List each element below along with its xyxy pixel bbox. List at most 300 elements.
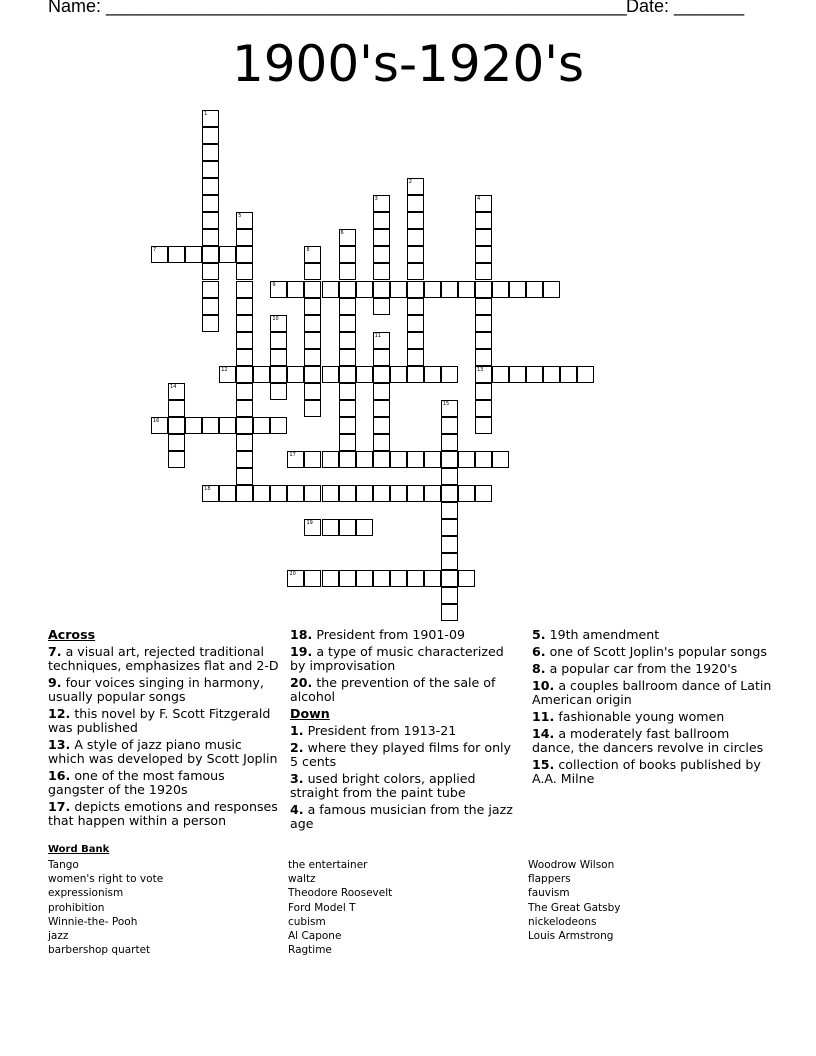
word-bank-item: prohibition	[48, 901, 105, 914]
crossword-cell[interactable]	[304, 349, 321, 366]
clue-text: one of the most famous gangster of the 1920s	[48, 768, 225, 797]
word-bank-item: The Great Gatsby	[528, 901, 621, 914]
word-bank-item: Woodrow Wilson	[528, 859, 615, 871]
crossword-cell[interactable]	[236, 246, 253, 263]
crossword-cell[interactable]	[253, 417, 270, 434]
across-clue-list	[48, 645, 280, 828]
crossword-cell[interactable]	[168, 417, 185, 434]
clue-number-label: 9.	[48, 675, 62, 690]
clue-number-label: 18.	[290, 627, 313, 642]
clue-number: 7	[153, 247, 157, 254]
crossword-cell[interactable]	[219, 246, 236, 263]
crossword-cell[interactable]	[236, 281, 253, 298]
word-bank-item: Ragtime	[288, 944, 332, 957]
date-field[interactable]: Date: _______	[626, 0, 745, 16]
puzzle-title: 1900's-1920's	[231, 35, 585, 93]
crossword-cell[interactable]	[304, 332, 321, 349]
crossword-cell[interactable]	[441, 553, 458, 570]
clue-item	[290, 676, 522, 704]
crossword-cell[interactable]	[202, 485, 219, 502]
clue-number-label: 6.	[532, 644, 546, 659]
crossword-cell[interactable]	[543, 281, 560, 298]
crossword-cell[interactable]	[202, 417, 219, 434]
crossword-cell[interactable]	[390, 281, 407, 298]
crossword-cell[interactable]	[356, 281, 373, 298]
crossword-cell[interactable]	[373, 366, 390, 383]
crossword-cell[interactable]	[339, 417, 356, 434]
crossword-cell[interactable]	[407, 195, 424, 212]
crossword-cell[interactable]	[475, 383, 492, 400]
clue-text: President from 1901-09	[312, 627, 465, 642]
crossword-cell[interactable]	[270, 281, 287, 298]
crossword-cell[interactable]	[475, 246, 492, 263]
crossword-cell[interactable]	[236, 468, 253, 485]
clue-text: collection of books published by A.A. Milne	[532, 757, 761, 786]
crossword-cell[interactable]	[151, 246, 168, 263]
crossword-cell[interactable]	[509, 281, 526, 298]
crossword-cell[interactable]	[270, 383, 287, 400]
crossword-cell[interactable]	[185, 417, 202, 434]
crossword-cell[interactable]	[373, 400, 390, 417]
crossword-cell[interactable]	[577, 366, 594, 383]
crossword-cell[interactable]	[339, 349, 356, 366]
crossword-cell[interactable]	[373, 229, 390, 246]
crossword-cell[interactable]	[322, 570, 339, 587]
crossword-cell[interactable]	[441, 281, 458, 298]
crossword-cell[interactable]	[475, 229, 492, 246]
clue-text: where they played films for only 5 cents	[290, 740, 512, 769]
crossword-cell[interactable]	[236, 434, 253, 451]
crossword-cell[interactable]	[424, 366, 441, 383]
crossword-cell[interactable]	[339, 281, 356, 298]
clue-number-label: 20.	[290, 675, 313, 690]
crossword-cell[interactable]	[475, 451, 492, 468]
clue-number-label: 19.	[290, 644, 313, 659]
crossword-cell[interactable]	[236, 315, 253, 332]
clue-text: a couples ballroom dance of Latin American origin	[532, 678, 772, 707]
crossword-cell[interactable]	[168, 434, 185, 451]
crossword-cell[interactable]	[219, 417, 236, 434]
crossword-cell[interactable]	[475, 298, 492, 315]
crossword-cell[interactable]	[407, 570, 424, 587]
crossword-cell[interactable]	[356, 451, 373, 468]
crossword-cell[interactable]	[304, 400, 321, 417]
crossword-cell[interactable]	[270, 485, 287, 502]
crossword-cell[interactable]	[390, 485, 407, 502]
crossword-cell[interactable]	[168, 400, 185, 417]
name-field[interactable]: Name: ____________________________________________________	[48, 0, 627, 16]
clue-text: a visual art, rejected traditional techniques, emphasizes flat and 2-D	[48, 644, 279, 673]
clue-text: A style of jazz piano music which was developed by Scott Joplin	[48, 737, 278, 766]
word-bank-column-1	[48, 858, 163, 957]
word-bank-item: Ford Model T	[288, 901, 356, 914]
crossword-cell[interactable]	[475, 417, 492, 434]
clue-number: 17	[289, 452, 296, 458]
crossword-cell[interactable]	[339, 332, 356, 349]
clue-number-label: 16.	[48, 768, 71, 783]
crossword-cell[interactable]	[185, 246, 202, 263]
clue-item	[532, 628, 772, 642]
down-heading: Down	[290, 706, 330, 721]
crossword-cell[interactable]	[287, 570, 304, 587]
crossword-cell[interactable]	[407, 315, 424, 332]
crossword-cell[interactable]	[407, 332, 424, 349]
crossword-cell[interactable]	[458, 451, 475, 468]
crossword-cell[interactable]	[526, 281, 543, 298]
crossword-cell[interactable]	[441, 570, 458, 587]
crossword-cell[interactable]	[304, 263, 321, 280]
crossword-cell[interactable]	[236, 229, 253, 246]
crossword-cell[interactable]	[407, 246, 424, 263]
crossword-cell[interactable]	[424, 570, 441, 587]
crossword-cell[interactable]	[356, 485, 373, 502]
clue-text: a popular car from the 1920's	[545, 661, 738, 676]
crossword-cell[interactable]	[202, 161, 219, 178]
crossword-cell[interactable]	[458, 570, 475, 587]
crossword-cell[interactable]	[304, 281, 321, 298]
clue-number-label: 2.	[290, 740, 304, 755]
crossword-cell[interactable]	[475, 349, 492, 366]
clue-item	[48, 738, 280, 766]
crossword-cell[interactable]	[441, 400, 458, 417]
crossword-cell[interactable]	[202, 127, 219, 144]
crossword-cell[interactable]	[441, 485, 458, 502]
crossword-cell[interactable]	[339, 451, 356, 468]
crossword-cell[interactable]	[339, 298, 356, 315]
clue-number-label: 5.	[532, 627, 546, 642]
clue-number-label: 14.	[532, 726, 555, 741]
crossword-cell[interactable]	[339, 315, 356, 332]
crossword-cell[interactable]	[304, 519, 321, 536]
crossword-cell[interactable]	[270, 417, 287, 434]
crossword-cell[interactable]	[356, 366, 373, 383]
word-bank-item: Louis Armstrong	[528, 930, 614, 943]
crossword-cell[interactable]	[475, 263, 492, 280]
crossword-cell[interactable]	[441, 604, 458, 621]
crossword-cell[interactable]	[287, 451, 304, 468]
crossword-cell[interactable]	[407, 451, 424, 468]
crossword-cell[interactable]	[304, 298, 321, 315]
crossword-cell[interactable]	[236, 417, 253, 434]
crossword-cell[interactable]	[407, 263, 424, 280]
word-bank-item: jazz	[48, 930, 69, 943]
crossword-cell[interactable]	[390, 451, 407, 468]
crossword-cell[interactable]	[236, 383, 253, 400]
crossword-cell[interactable]	[373, 434, 390, 451]
word-bank-item: barbershop quartet	[48, 944, 151, 957]
word-bank-column-2	[288, 858, 392, 957]
crossword-cell[interactable]	[219, 485, 236, 502]
clue-text: four voices singing in harmony, usually popular songs	[48, 675, 264, 704]
crossword-cell[interactable]	[339, 485, 356, 502]
crossword-cell[interactable]	[304, 451, 321, 468]
crossword-cell[interactable]	[441, 468, 458, 485]
clue-number: 10	[272, 315, 279, 322]
word-bank-item: Winnie-the- Pooh	[48, 915, 138, 928]
crossword-cell[interactable]	[202, 144, 219, 161]
crossword-cell[interactable]	[236, 298, 253, 315]
crossword-cell[interactable]	[407, 212, 424, 229]
clue-item	[290, 628, 522, 642]
crossword-cell[interactable]	[202, 110, 219, 127]
clue-number: 19	[306, 520, 313, 527]
clue-number-label: 11.	[532, 709, 555, 724]
crossword-cell[interactable]	[322, 281, 339, 298]
crossword-cell[interactable]	[373, 281, 390, 298]
crossword-cell[interactable]	[475, 315, 492, 332]
word-bank-item: flappers	[528, 873, 571, 886]
crossword-cell[interactable]	[236, 263, 253, 280]
crossword-cell[interactable]	[373, 212, 390, 229]
word-bank-item: fauvism	[528, 887, 570, 900]
crossword-cell[interactable]	[339, 570, 356, 587]
crossword-cell[interactable]	[407, 298, 424, 315]
crossword-cell[interactable]	[441, 366, 458, 383]
clue-number: 11	[374, 332, 382, 339]
word-bank-column-3	[528, 858, 620, 943]
clue-number-label: 1.	[290, 723, 304, 738]
crossword-cell[interactable]	[304, 485, 321, 502]
clue-number-label: 4.	[290, 802, 304, 817]
word-bank-heading: Word Bank	[48, 844, 110, 855]
clue-number: 5	[238, 213, 242, 220]
across-heading: Across	[48, 627, 96, 642]
clue-item	[48, 676, 280, 704]
clue-item	[532, 758, 772, 786]
crossword-cell[interactable]	[270, 332, 287, 349]
crossword-cell[interactable]	[407, 178, 424, 195]
down-clue-list	[290, 724, 522, 831]
clue-number: 18	[204, 486, 211, 493]
crossword-cell[interactable]	[322, 366, 339, 383]
crossword-cell[interactable]	[202, 315, 219, 332]
crossword-cell[interactable]	[236, 451, 253, 468]
clues-column-3	[532, 628, 772, 789]
clue-item	[532, 727, 772, 755]
clue-number: 1	[204, 111, 208, 117]
crossword-cell[interactable]	[373, 246, 390, 263]
crossword-cell[interactable]	[253, 366, 270, 383]
crossword-cell[interactable]	[373, 332, 390, 349]
crossword-cell[interactable]	[475, 366, 492, 383]
crossword-cell[interactable]	[202, 229, 219, 246]
crossword-cell[interactable]	[236, 332, 253, 349]
crossword-cell[interactable]	[407, 485, 424, 502]
crossword-cell[interactable]	[475, 281, 492, 298]
clue-text: a famous musician from the jazz age	[290, 802, 513, 831]
crossword-cell[interactable]	[339, 434, 356, 451]
crossword-cell[interactable]	[304, 570, 321, 587]
crossword-cell[interactable]	[339, 400, 356, 417]
crossword-cell[interactable]	[304, 315, 321, 332]
clue-number: 15	[442, 400, 450, 407]
clue-number-label: 8.	[532, 661, 546, 676]
crossword-cell[interactable]	[441, 502, 458, 519]
crossword-cell[interactable]	[475, 212, 492, 229]
crossword-cell[interactable]	[407, 366, 424, 383]
crossword-cell[interactable]	[287, 485, 304, 502]
crossword-cell[interactable]	[373, 263, 390, 280]
crossword-cell[interactable]	[339, 246, 356, 263]
clue-text: used bright colors, applied straight from the paint tube	[290, 771, 476, 800]
crossword-cell[interactable]	[339, 383, 356, 400]
clue-text: one of Scott Joplin's popular songs	[545, 644, 767, 659]
crossword-cell[interactable]	[304, 246, 321, 263]
crossword-cell[interactable]	[287, 366, 304, 383]
crossword-cell[interactable]	[236, 366, 253, 383]
clue-number: 6	[340, 230, 344, 237]
crossword-cell[interactable]	[441, 434, 458, 451]
clue-item	[48, 769, 280, 797]
word-bank-item: Tango	[48, 859, 79, 871]
crossword-cell[interactable]	[202, 298, 219, 315]
crossword-cell[interactable]	[168, 383, 185, 400]
clues-column-2	[290, 628, 522, 834]
clue-text: the prevention of the sale of alcohol	[290, 675, 496, 704]
crossword-cell[interactable]	[202, 281, 219, 298]
word-bank-item: waltz	[288, 873, 316, 886]
crossword-cell[interactable]	[270, 315, 287, 332]
crossword-cell[interactable]	[253, 485, 270, 502]
crossword-cell[interactable]	[287, 281, 304, 298]
clue-number-label: 15.	[532, 757, 555, 772]
crossword-cell[interactable]	[168, 246, 185, 263]
crossword-cell[interactable]	[441, 451, 458, 468]
crossword-cell[interactable]	[202, 178, 219, 195]
crossword-cell[interactable]	[492, 366, 509, 383]
crossword-cell[interactable]	[441, 536, 458, 553]
crossword-cell[interactable]	[236, 485, 253, 502]
clue-number-label: 3.	[290, 771, 304, 786]
crossword-cell[interactable]	[373, 298, 390, 315]
crossword-cell[interactable]	[304, 383, 321, 400]
clue-number: 9	[272, 281, 276, 288]
crossword-cell[interactable]	[373, 383, 390, 400]
crossword-cell[interactable]	[322, 485, 339, 502]
clue-number: 4	[476, 196, 481, 203]
crossword-cell[interactable]	[202, 263, 219, 280]
word-bank-item: the entertainer	[288, 859, 368, 871]
crossword-cell[interactable]	[339, 366, 356, 383]
clue-item	[48, 707, 280, 735]
clue-number: 8	[306, 247, 310, 254]
clue-text: this novel by F. Scott Fitzgerald was published	[48, 706, 271, 735]
crossword-cell[interactable]	[475, 485, 492, 502]
crossword-cell[interactable]	[219, 366, 236, 383]
crossword-cell[interactable]	[236, 349, 253, 366]
clue-number: 3	[374, 196, 378, 203]
crossword-cell[interactable]	[492, 451, 509, 468]
crossword-cell[interactable]	[458, 485, 475, 502]
word-bank-item: cubism	[288, 915, 326, 928]
crossword-cell[interactable]	[151, 417, 168, 434]
clue-number: 12	[221, 366, 228, 373]
crossword-cell[interactable]	[407, 281, 424, 298]
clue-number: 13	[476, 366, 484, 373]
crossword-cell[interactable]	[202, 212, 219, 229]
crossword-cell[interactable]	[560, 366, 577, 383]
crossword-cell[interactable]	[543, 366, 560, 383]
crossword-cell[interactable]	[373, 417, 390, 434]
clue-item	[532, 645, 772, 659]
clue-number: 20	[289, 571, 296, 578]
clue-item	[532, 662, 772, 676]
crossword-cell[interactable]	[339, 263, 356, 280]
crossword-cell[interactable]	[356, 570, 373, 587]
clue-text: fashionable young women	[554, 709, 725, 724]
clue-number-label: 12.	[48, 706, 71, 721]
crossword-cell[interactable]	[373, 485, 390, 502]
clue-item	[290, 724, 522, 738]
crossword-cell[interactable]	[475, 195, 492, 212]
clue-item	[532, 679, 772, 707]
crossword-cell[interactable]	[202, 195, 219, 212]
crossword-cell[interactable]	[168, 451, 185, 468]
clue-number-label: 10.	[532, 678, 555, 693]
crossword-cell[interactable]	[407, 349, 424, 366]
crossword-cell[interactable]	[236, 212, 253, 229]
crossword-cell[interactable]	[236, 400, 253, 417]
crossword-cell[interactable]	[270, 349, 287, 366]
crossword-cell[interactable]	[339, 229, 356, 246]
crossword-cell[interactable]	[526, 366, 543, 383]
crossword-cell[interactable]	[458, 281, 475, 298]
crossword-cell[interactable]	[373, 349, 390, 366]
word-bank-item: nickelodeons	[528, 915, 597, 928]
down-clue-list-continued	[532, 628, 772, 786]
crossword-cell[interactable]	[322, 519, 339, 536]
word-bank-item: women's right to vote	[48, 873, 164, 886]
crossword-cell[interactable]	[492, 281, 509, 298]
clue-text: 19th amendment	[545, 627, 660, 642]
crossword-cell[interactable]	[509, 366, 526, 383]
clue-number: 14	[170, 383, 177, 390]
crossword-cell[interactable]	[270, 366, 287, 383]
crossword-cell[interactable]	[322, 451, 339, 468]
crossword-cell[interactable]	[373, 451, 390, 468]
crossword-cell[interactable]	[390, 570, 407, 587]
crossword-cell[interactable]	[202, 246, 219, 263]
crossword-cell[interactable]	[441, 587, 458, 604]
crossword-cell[interactable]	[475, 400, 492, 417]
clue-text: a type of music characterized by improvisation	[290, 644, 504, 673]
crossword-cell[interactable]	[339, 519, 356, 536]
word-bank-item: expressionism	[48, 887, 124, 900]
crossword-cell[interactable]	[441, 417, 458, 434]
crossword-cell[interactable]	[407, 229, 424, 246]
crossword-cell[interactable]	[424, 281, 441, 298]
clue-number: 2	[408, 179, 412, 186]
word-bank-item: Al Capone	[288, 930, 342, 943]
crossword-cell[interactable]	[424, 451, 441, 468]
clue-item	[48, 800, 280, 828]
crossword-cell[interactable]	[441, 519, 458, 536]
crossword-cell[interactable]	[424, 485, 441, 502]
crossword-cell[interactable]	[304, 366, 321, 383]
clue-item	[290, 645, 522, 673]
crossword-cell[interactable]	[373, 195, 390, 212]
clue-item	[532, 710, 772, 724]
crossword-cell[interactable]	[356, 519, 373, 536]
clue-text: President from 1913-21	[303, 723, 457, 738]
crossword-cell[interactable]	[373, 570, 390, 587]
crossword-cell[interactable]	[390, 366, 407, 383]
clue-item	[48, 645, 280, 673]
clue-number-label: 17.	[48, 799, 71, 814]
clue-text: depicts emotions and responses that happen within a person	[48, 799, 278, 828]
crossword-cell[interactable]	[475, 332, 492, 349]
clue-number: 16	[153, 417, 160, 424]
